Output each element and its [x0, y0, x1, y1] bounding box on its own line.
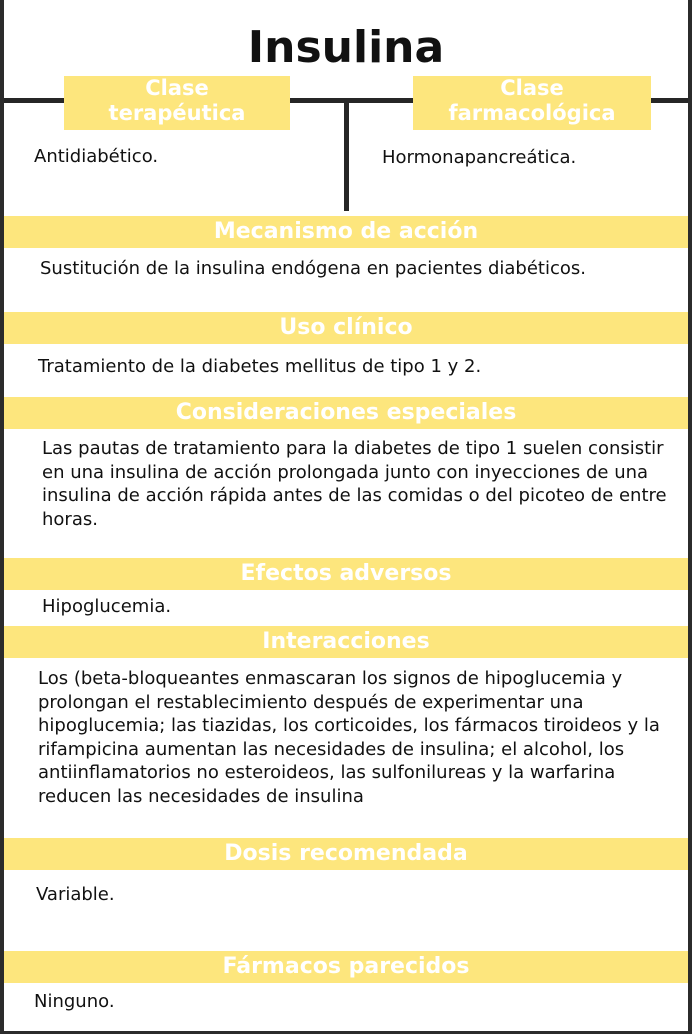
clase-terapeutica-label-line2: terapéutica — [108, 101, 246, 125]
drug-card — [4, 0, 688, 1031]
efectos-heading: Efectos adversos — [4, 558, 688, 590]
uso-clinico-heading: Uso clínico — [4, 312, 688, 344]
consideraciones-text: Las pautas de tratamiento para la diabetes de tipo 1 suelen consistir en una insulina de acción prolongada junto con inyecciones de una insulina de acción rápida antes de las comidas o del picoteo de entre horas. — [42, 438, 667, 530]
dosis-heading: Dosis recomendada — [4, 838, 688, 870]
farmacos-parecidos-text: Ninguno. — [34, 991, 115, 1012]
consideraciones-heading: Consideraciones especiales — [4, 397, 688, 429]
uso-clinico-text: Tratamiento de la diabetes mellitus de tipo 1 y 2. — [38, 356, 482, 377]
farmacos-parecidos-heading: Fármacos parecidos — [4, 951, 688, 983]
mecanismo-text: Sustitución de la insulina endógena en pacientes diabéticos. — [40, 258, 586, 279]
clase-terapeutica-label — [64, 76, 290, 130]
clase-farmacologica-label-line2: farmacológica — [448, 101, 616, 125]
column-divider — [344, 98, 349, 211]
clase-terapeutica-label-line1: Clase — [145, 76, 209, 100]
clase-farmacologica-label — [413, 76, 651, 130]
clase-farmacologica-value: Hormonapancreática. — [382, 147, 577, 168]
page-title: Insulina — [247, 22, 445, 73]
mecanismo-heading: Mecanismo de acción — [4, 216, 688, 248]
interacciones-heading: Interacciones — [4, 626, 688, 658]
interacciones-text: Los (beta-bloqueantes enmascaran los signos de hipoglucemia y prolongan el restablecimiento después de experimentar una hipoglucemia; las tiazidas, los corticoides, los fármacos tiroideos y la rifampicina aumentan las necesidades de insulina; el alcohol, los antiinflamatorios no esteroideos, las sulfonilureas y la warfarina reducen las necesidades de insulina — [38, 668, 660, 807]
efectos-text: Hipoglucemia. — [42, 596, 172, 617]
clase-farmacologica-label-line1: Clase — [500, 76, 564, 100]
dosis-text: Variable. — [36, 884, 115, 905]
clase-terapeutica-value: Antidiabético. — [34, 146, 159, 167]
